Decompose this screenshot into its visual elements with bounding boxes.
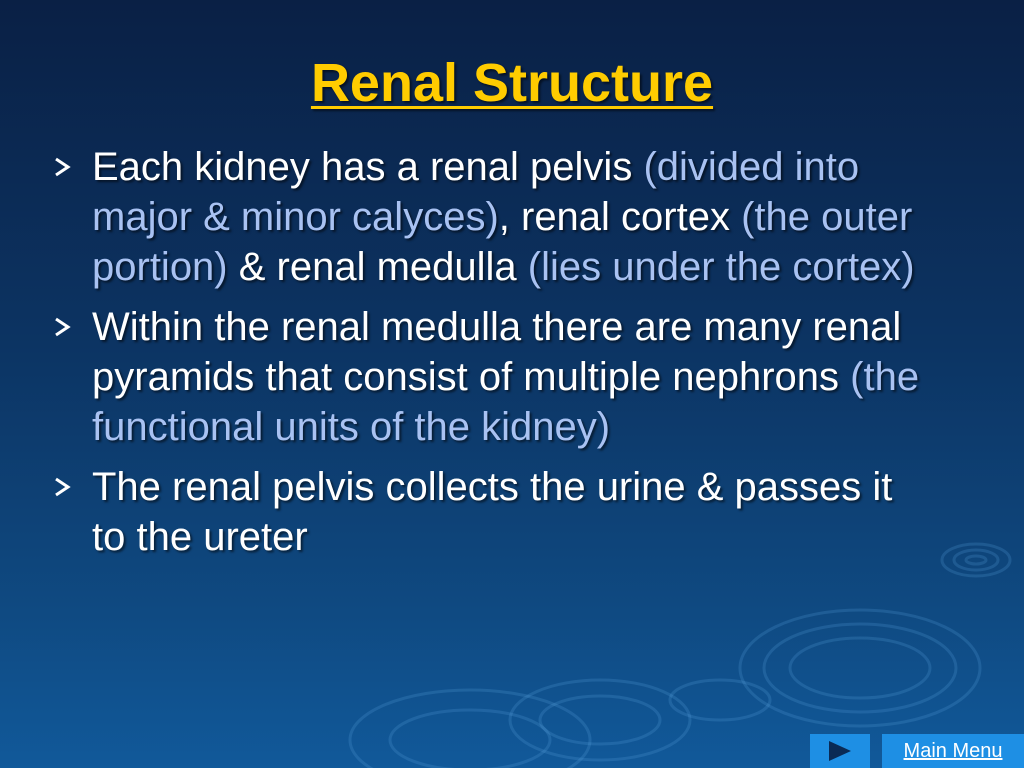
bullet-segment-light: (lies under the cortex)	[527, 245, 915, 289]
bullet-segment: & renal medulla	[227, 245, 528, 289]
bullet-text	[92, 465, 892, 559]
main-menu-button[interactable]	[882, 734, 1024, 768]
bullet-segment: Within the renal medulla there are many renal pyramids that consist of multiple nephrons	[92, 305, 902, 399]
bullet-segment: Each kidney has a renal pelvis	[92, 145, 644, 189]
bullet-segment: The renal pelvis collects the urine & passes it to the ureter	[92, 465, 893, 559]
bullet-item	[52, 462, 932, 562]
next-slide-button[interactable]	[810, 734, 870, 768]
bullet-text	[92, 145, 915, 289]
bullet-text	[92, 305, 919, 449]
bullet-item	[52, 302, 932, 452]
slide-title: Renal Structure	[310, 53, 714, 113]
bullet-item	[52, 142, 932, 292]
chevron-right-icon	[52, 316, 74, 338]
bullet-segment-light: (the outer portion)	[92, 195, 913, 289]
chevron-right-icon	[52, 476, 74, 498]
bullet-segment-light: (the functional units of the kidney)	[92, 355, 920, 449]
chevron-right-icon	[52, 156, 74, 178]
bullet-list	[52, 142, 932, 572]
play-arrow-icon	[826, 740, 854, 762]
bullet-segment: , renal cortex	[498, 195, 742, 239]
main-menu-label: Main Menu	[903, 739, 1003, 762]
bullet-segment-light: (divided into major & minor calyces)	[92, 145, 860, 239]
